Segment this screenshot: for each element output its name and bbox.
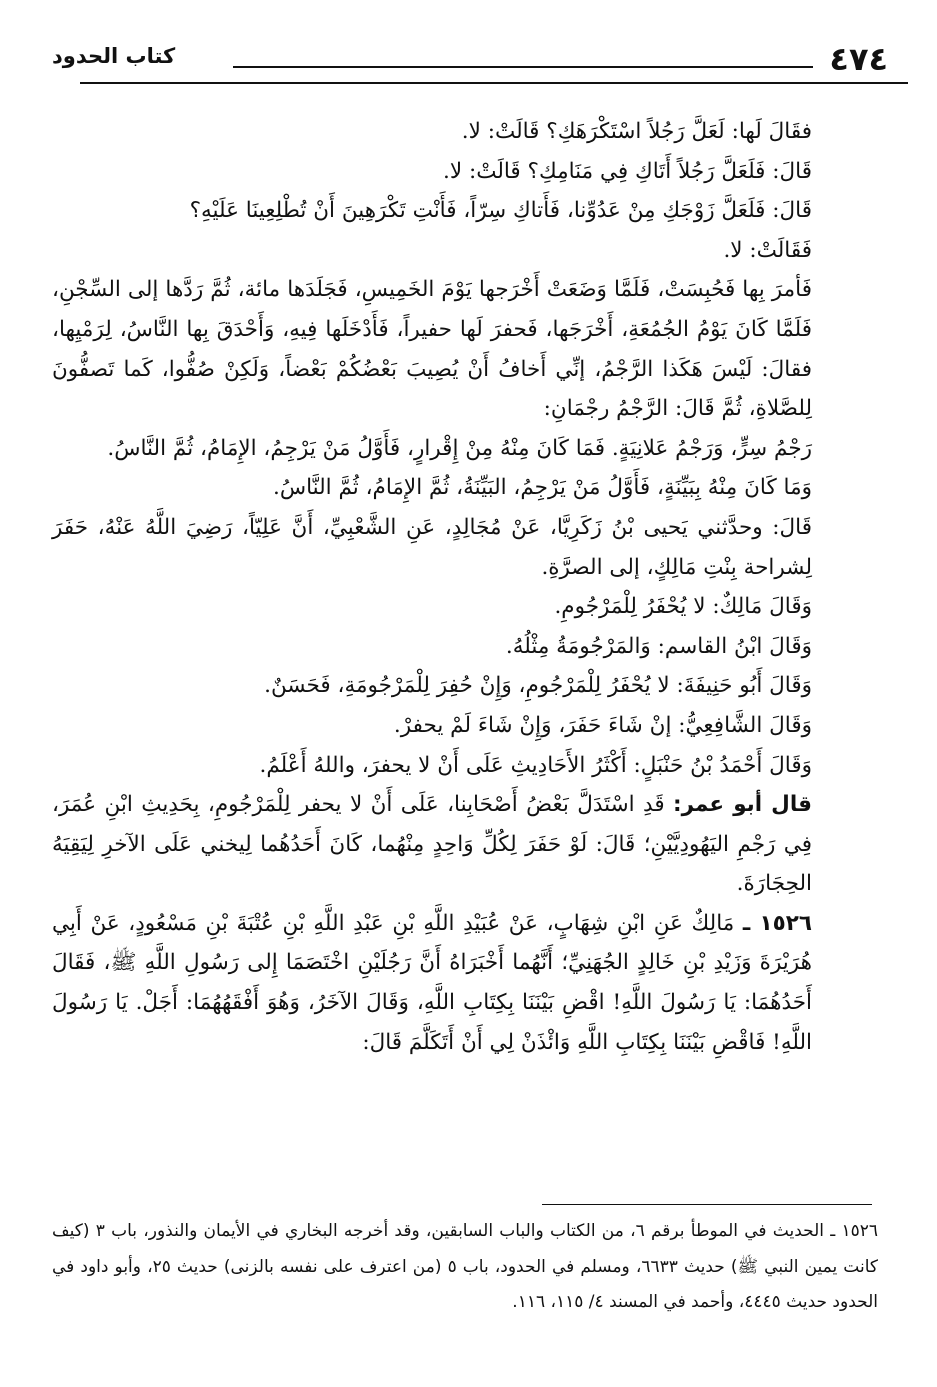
paragraph: وَقَالَ أَحْمَدُ بْنُ حَنْبَلٍ: أَكْثَرُ الأَحَادِيثِ عَلَى أَنْ لا يحفرَ، واللهُ أَعْلَمُ. (259, 752, 812, 778)
paragraph: فَأمرَ بِها فَحُبِسَتْ، فَلَمَّا وَضَعَتْ أَخْرَجها يَوْمَ الخَمِيسِ، فَجَلَدَها مائة، ثُمَّ رَدَّها إلى السِّجْنِ، فَلَمَّا كَانَ يَوْمُ الجُمُعَةِ، أَخْرَجَها، فَحفرَ لَها حفيراً، فَأَدْخَلَها فِيهِ، وَأَحْدَقَ بِها النَّاسُ، لِرَمْيِها، فقالَ: لَيْسَ هَكَذا الرَّجْمُ، إنِّي أَخافُ أَنْ يُصِيبَ بَعْضُكُمْ بَعْضاً، وَلَكِنْ صُفُّوا، كَما تَصفُّونَ لِلصَّلاةِ، ثُمَّ قَالَ: الرَّجْمُ رجْمَانِ: (52, 277, 812, 422)
footnote-divider (542, 1204, 872, 1205)
paragraph (52, 785, 878, 904)
paragraph: وَقَالَ الشَّافِعِيُّ: إنْ شَاءَ حَفَرَ، وَإِنْ شَاءَ لَمْ يحفرْ. (393, 712, 812, 738)
paragraph: وَقَالَ ابْنُ القاسم: وَالمَرْجُومَةُ مِثْلُهُ. (505, 633, 812, 659)
paragraph: قَالَ: فَلَعَلَّ زَوْجَكِ مِنْ عَدُوِّنا، فَأَتاكِ سِرّاً، فَأَنْتِ تَكْرَهِينَ أَنْ تُطْلِعِينَا عَلَيْهِ؟ (189, 198, 812, 224)
header-divider (80, 82, 908, 84)
hadith-number: ١٥٢٦ ـ (742, 910, 812, 936)
running-header (30, 38, 908, 84)
paragraph: وَقَالَ مَالِكٌ: لا يُحْفَرُ لِلْمَرْجُومِ. (554, 594, 812, 620)
header-rule (233, 66, 813, 68)
paragraph-text: مَالِكٌ عَنِ ابْنِ شِهَابٍ، عَنْ عُبَيْدِ اللَّهِ بْنِ عَبْدِ اللَّهِ بْنِ عُتْبَةَ بْنِ مَسْعُودٍ، عَنْ أَبِي هُرَيْرَةَ وَزَيْدِ بْنِ خَالِدٍ الجُهَنِيِّ؛ أَنَّهُما أَخْبَرَاهُ أَنَّ رَجُلَيْنِ اخْتَصَمَا إِلى رَسُولِ اللَّهِ ﷺ، فَقَالَ أَحَدُهُمَا: يَا رَسُولَ اللَّهِ! اقْضِ بَيْنَنَا بِكِتَابِ اللَّهِ، وَقَالَ الآخَرُ، وَهُوَ أَفْقَهُهُمَا: أَجَلْ. يَا رَسُولَ اللَّهِ! فَاقْضِ بَيْنَنَا بِكِتَابِ اللَّهِ وَائْذَنْ لِي أَنْ أَتَكَلَّمَ قَالَ: (52, 910, 812, 1055)
footnote: ١٥٢٦ ـ الحديث في الموطأ برقم ٦، من الكتاب والباب السابقين، وقد أخرجه البخاري في الأيمان والنذور، باب ٣ (كيف كانت يمين النبي ﷺ) حديث ٦٦٣٣، ومسلم في الحدود، باب ٥ (من اعترف على نفسه بالزنى) حديث ٢٥، وأبو داود في الحدود حديث ٤٤٤٥، وأحمد في المسند ٤/ ١١٥، ١١٦. (52, 1221, 879, 1312)
paragraph-text: قَدِ اسْتَدَلَّ بَعْضُ أَصْحَابِنا، عَلَى أَنْ لا يحفر لِلْمَرْجُومِ، بِحَدِيثِ ابْنِ عُمَرَ، فِي رَجْمِ اليَهُودِيَّيْنِ؛ قَالَ: لَوْ حَفَرَ لِكُلِّ وَاحِدٍ مِنْهُما، كَانَ أَحَدُهُما لِيخني عَلَى الآخرِ لِيَقِيَهُ الحِجَارَةَ. (52, 792, 812, 897)
paragraph: رَجْمُ سِرٍّ، وَرَجْمُ عَلانِيَةٍ. فَمَا كَانَ مِنْهُ مِنْ إِقْرارٍ، فَأَوَّلُ مَنْ يَرْجِمُ، الإِمَامُ، ثُمَّ النَّاسُ. (107, 435, 812, 461)
main-text (52, 112, 878, 1062)
speaker-label: قال أبو عمر: (673, 792, 812, 818)
paragraph: قَالَ: وحدَّثني يَحيى بْنُ زَكَرِيَّا، عَنْ مُجَالِدٍ، عَنِ الشَّعْبِيِّ، أَنَّ عَلِيّاً، رَضِيَ اللَّهُ عَنْهُ، حَفَرَ لِشراحة بِنْتِ مَالِكٍ، إلى الصرَّةِ. (52, 514, 812, 580)
paragraph: فقَالَ لَها: لَعَلَّ رَجُلاً اسْتَكْرَهَكِ؟ قَالَتْ: لا. (461, 119, 812, 144)
paragraph: وَمَا كَانَ مِنْهُ بِبَيِّنَةٍ، فَأَوَّلُ مَنْ يَرْجِمُ، البَيِّنَةُ، ثُمَّ الإِمَامُ، ثُمَّ النَّاسُ. (273, 475, 812, 501)
paragraph: قَالَ: فَلَعَلَّ رَجُلاً أَتَاكِ فِي مَنَامِكِ؟ قَالَتْ: لا. (443, 158, 812, 184)
hadith-paragraph (52, 904, 878, 1062)
paragraph: وَقَالَ أَبُو حَنِيفَةَ: لا يُحْفَرُ لِلْمَرْجُومِ، وَإِنْ حُفِرَ لِلْمَرْجُومَةِ، فَحَسَنٌ. (264, 673, 812, 699)
footnotes (52, 1214, 878, 1321)
page-number: ٤٧٤ (829, 40, 888, 78)
book-title: كتاب الحدود (52, 44, 176, 68)
paragraph: فَقَالَتْ: لا. (723, 237, 812, 263)
